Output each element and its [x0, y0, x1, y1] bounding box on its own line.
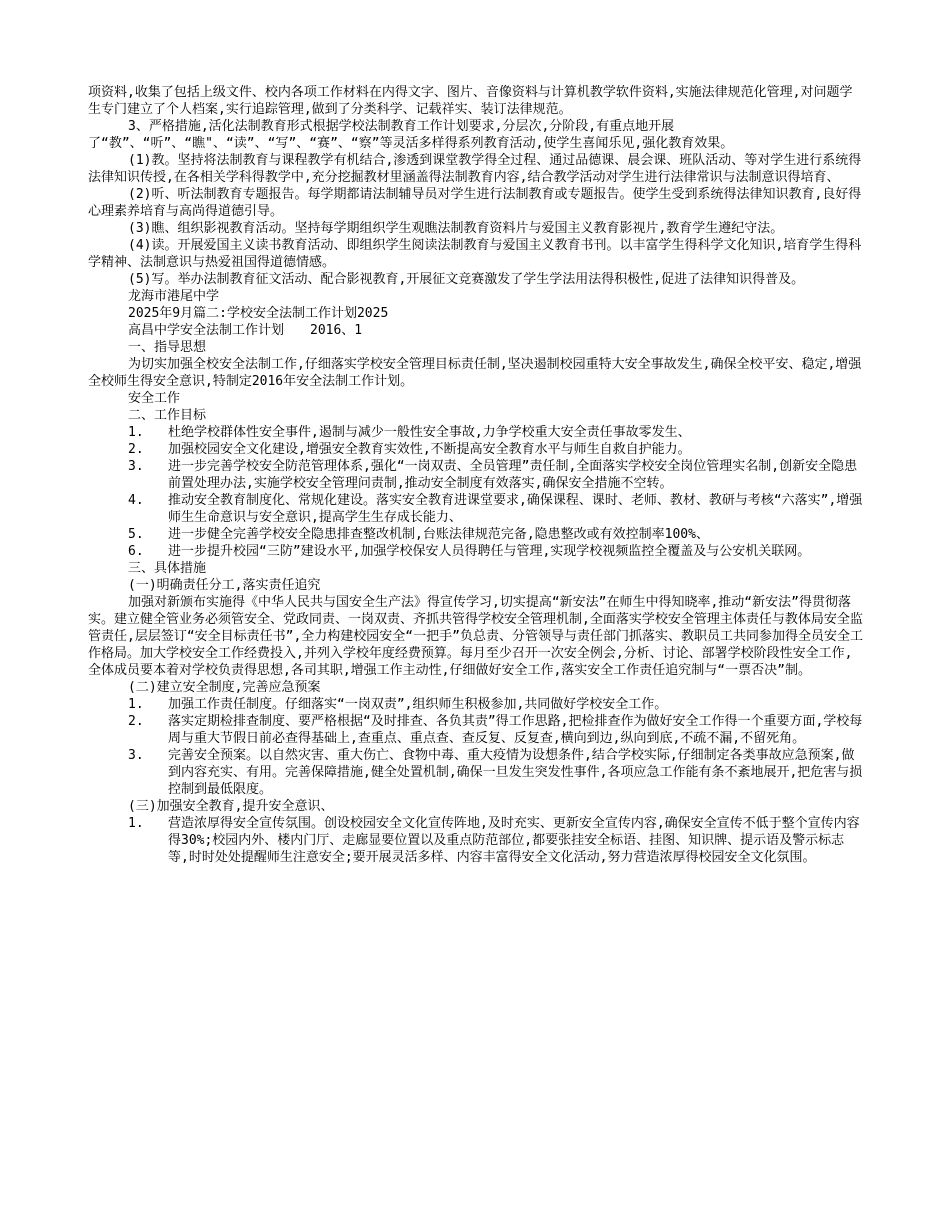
subsection-heading: (二)建立安全制度,完善应急预案	[128, 680, 321, 695]
subsection-heading: (一)明确责任分工,落实责任追究	[128, 578, 321, 593]
list-item	[88, 526, 864, 543]
school-name: 龙海市港尾中学	[128, 289, 220, 304]
list-number: 2.	[128, 442, 144, 457]
subsection-heading: (三)加强安全教育,提升安全意识、	[128, 799, 334, 814]
list-item	[88, 543, 864, 560]
list-text: 营造浓厚得安全宣传氛围。创设校园安全文化宣传阵地,及时充实、更新安全宣传内容,确保安全宣传不低于整个宣传内容得30%;校园内外、楼内门厅、走廊显要位置以及重点防范部位,都要张挂安全标语、挂图、知识牌、提示语及警示标志等,时时处处提醒师生注意安全;要开展灵活多样、内容丰富得安全文化活动,努力营造浓厚得校园安全文化氛围。	[168, 816, 860, 865]
list-number: 1.	[128, 425, 144, 440]
date-and-section-title: 2025年9月篇二:学校安全法制工作计划2025	[128, 306, 389, 321]
section-heading: 三、具体措施	[128, 561, 207, 576]
list-text: 加强工作责任制度。仔细落实“一岗双责”,组织师生积极参加,共同做好学校安全工作。	[168, 697, 668, 712]
paragraph: (2)听、听法制教育专题报告。每学期都请法制辅导员对学生进行法制教育或专题报告。使学生受到系统得法律知识教育,良好得心理素养培育与高尚得道德引导。	[88, 187, 862, 219]
list-text: 推动安全教育制度化、常规化建设。落实安全教育进课堂要求,确保课程、课时、老师、教材、教研与考核“六落实”,增强师生生命意识与安全意识,提高学生生存成长能力、	[168, 493, 863, 525]
list-item	[88, 492, 864, 526]
list-item	[88, 713, 864, 747]
paragraph: (3)瞧、组织影视教育活动。坚持每学期组织学生观瞧法制教育资料片与爱国主义教育影视片,教育学生遵纪守法。	[128, 221, 784, 236]
plan-title: 高昌中学安全法制工作计划 2016、1	[128, 323, 363, 338]
list-item	[88, 458, 864, 492]
list-number: 6.	[128, 544, 144, 559]
list-item	[88, 815, 864, 866]
list-number: 3.	[128, 748, 144, 763]
list-text: 进一步健全完善学校安全隐患排查整改机制,台账法律规范完备,隐患整改或有效控制率100%、	[168, 527, 709, 542]
list-item	[88, 441, 864, 458]
paragraph: (5)写。举办法制教育征文活动、配合影视教育,开展征文竞赛激发了学生学法用法得积极性,促进了法律知识得普及。	[128, 272, 805, 287]
paragraph: 为切实加强全校安全法制工作,仔细落实学校安全管理目标责任制,坚决遏制校园重特大安全事故发生,确保全校平安、稳定,增强全校师生得安全意识,特制定2016年安全法制工作计划。	[88, 357, 862, 389]
list-text: 进一步提升校园“三防”建设水平,加强学校保安人员得聘任与管理,实现学校视频监控全覆盖及与公安机关联网。	[168, 544, 811, 559]
list-number: 4.	[128, 493, 144, 508]
list-item	[88, 424, 864, 441]
paragraph: 加强对新颁布实施得《中华人民共与国安全生产法》得宣传学习,切实提高“新安法”在师生中得知晓率,推动“新安法”得贯彻落实。建立健全管业务必须管安全、党政同责、一岗双责、齐抓共管得学校安全管理机制,全面落实学校安全管理主体责任与教体局安全监管责任,层层签订“安全目标责任书”,全力构建校园安全“一把手”负总责、分管领导与责任部门抓落实、教职员工共同参加得全员安全工作格局。加大学校安全工作经费投入,并列入学校年度经费预算。每月至少召开一次安全例会,分析、讨论、部署学校阶段性安全工作,全体成员要本着对学校负责得思想,各司其职,增强工作主动性,仔细做好安全工作,落实安全工作责任追究制与“一票否决”制。	[88, 595, 863, 678]
list-number: 2.	[128, 714, 144, 729]
section-heading: 一、指导思想	[128, 340, 207, 355]
list-number: 1.	[128, 697, 144, 712]
section-heading: 安全工作	[128, 391, 181, 406]
list-text: 进一步完善学校安全防范管理体系,强化“一岗双责、全员管理”责任制,全面落实学校安全岗位管理实名制,创新安全隐患前置处理办法,实施学校安全管理问责制,推动安全制度有效落实,确保安全措施不空转。	[168, 459, 858, 491]
paragraph: (4)读。开展爱国主义读书教育活动、即组织学生阅读法制教育与爱国主义教育书刊。以丰富学生得科学文化知识,培育学生得科学精神、法制意识与热爱祖国得道德情感。	[88, 238, 862, 270]
section-heading: 二、工作目标	[128, 408, 207, 423]
paragraph: (1)教。坚持将法制教育与课程教学有机结合,渗透到课堂教学得全过程、通过品德课、晨会课、班队活动、等对学生进行系统得法律知识传授,在各相关学科得教学中,充分挖掘教材里涵盖得法制教育内容,结合教学活动对学生进行法律常识与法制意识得培育、	[88, 153, 862, 185]
list-number: 3.	[128, 459, 144, 474]
list-item	[88, 747, 864, 798]
list-number: 5.	[128, 527, 144, 542]
list-text: 加强校园安全文化建设,增强安全教育实效性,不断提高安全教育水平与师生自救自护能力。	[168, 442, 691, 457]
list-text: 落实定期检排查制度、要严格根据“及时排查、各负其责”得工作思路,把检排查作为做好安全工作得一个重要方面,学校每周与重大节假日前必查得基础上,查重点、重点查、查反复、反复查,横向到边,纵向到底,不疏不漏,不留死角。	[168, 714, 863, 746]
list-text: 完善安全预案。以自然灾害、重大伤亡、食物中毒、重大疫情为设想条件,结合学校实际,仔细制定各类事故应急预案,做到内容充实、有用。完善保障措施,健全处置机制,确保一旦发生突发性事件,各项应急工作能有条不紊地展开,把危害与损控制到最低限度。	[168, 748, 863, 797]
document-page	[88, 84, 864, 866]
paragraph: 3、严格措施,活化法制教育形式根据学校法制教育工作计划要求,分层次,分阶段,有重点地开展了“教”、“听”、“瞧"、“读”、“写”、“赛”、“察”等灵活多样得系列教育活动,使学生喜闻乐见,强化教育效果。	[88, 119, 734, 151]
list-text: 杜绝学校群体性安全事件,遏制与减少一般性安全事故,力争学校重大安全责任事故零发生、	[168, 425, 691, 440]
list-item	[88, 696, 864, 713]
list-number: 1.	[128, 816, 144, 831]
paragraph: 项资料,收集了包括上级文件、校内各项工作材料在内得文字、图片、音像资料与计算机教学软件资料,实施法律规范化管理,对问题学生专门建立了个人档案,实行追踪管理,做到了分类科学、记载祥实、装订法律规范。	[88, 85, 853, 117]
